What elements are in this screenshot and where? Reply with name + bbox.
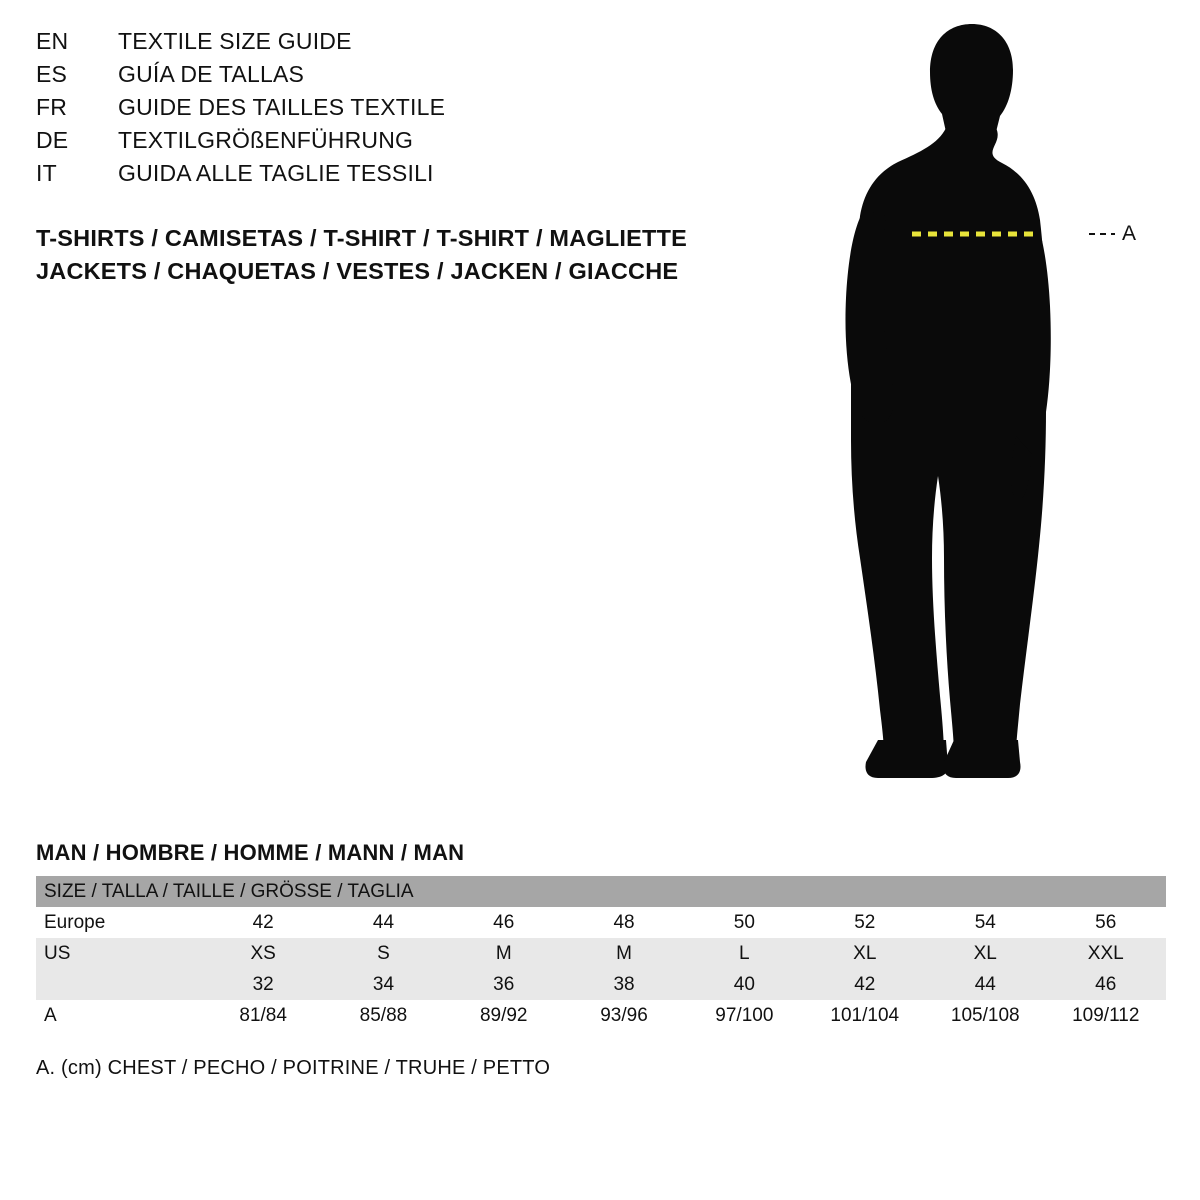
language-list (36, 28, 736, 193)
language-text: GUÍA DE TALLAS (118, 61, 305, 87)
row-label: Europe (36, 907, 203, 938)
table-cell: 101/104 (805, 1000, 925, 1031)
category-line-jackets: JACKETS / CHAQUETAS / VESTES / JACKEN / GIACCHE (36, 258, 679, 284)
table-cell: XXL (1046, 938, 1167, 969)
table-header-row (36, 876, 1166, 907)
table-cell: 89/92 (444, 1000, 564, 1031)
measure-label-a: A (1122, 222, 1137, 245)
language-code: EN (36, 28, 69, 54)
table-header-label: SIZE / TALLA / TAILLE / GRÖSSE / TAGLIA (36, 876, 1166, 907)
language-text: GUIDE DES TAILLES TEXTILE (118, 94, 446, 120)
row-label: US (36, 938, 203, 969)
table-cell: 48 (564, 907, 684, 938)
table-cell: 46 (444, 907, 564, 938)
language-row (36, 127, 736, 160)
table-cell: 42 (203, 907, 323, 938)
measure-leader-line (1089, 233, 1115, 235)
language-text: TEXTILE SIZE GUIDE (118, 28, 352, 54)
table-group-title: MAN / HOMBRE / HOMME / MANN / MAN (36, 840, 465, 865)
table-cell: 44 (323, 907, 443, 938)
table-cell: XS (203, 938, 323, 969)
table-cell: 81/84 (203, 1000, 323, 1031)
table-cell: 36 (444, 969, 564, 1000)
table-cell: 93/96 (564, 1000, 684, 1031)
table-cell: 105/108 (925, 1000, 1045, 1031)
language-row (36, 160, 736, 193)
language-code: DE (36, 127, 69, 153)
row-label (36, 969, 203, 1000)
category-headings (36, 222, 796, 288)
table-cell: 50 (684, 907, 804, 938)
language-row (36, 28, 736, 61)
table-cell: M (444, 938, 564, 969)
table-cell: 44 (925, 969, 1045, 1000)
row-label: A (36, 1000, 203, 1031)
body-silhouette-figure (820, 10, 1180, 800)
language-row (36, 94, 736, 127)
language-text: GUIDA ALLE TAGLIE TESSILI (118, 160, 434, 186)
table-row (36, 907, 1166, 938)
table-row (36, 1000, 1166, 1031)
table-cell: XL (805, 938, 925, 969)
language-row (36, 61, 736, 94)
table-cell: S (323, 938, 443, 969)
language-code: ES (36, 61, 68, 87)
table-cell: 54 (925, 907, 1045, 938)
table-cell: M (564, 938, 684, 969)
table-cell: 109/112 (1046, 1000, 1167, 1031)
table-cell: XL (925, 938, 1045, 969)
language-text: TEXTILGRÖßENFÜHRUNG (118, 127, 414, 153)
size-table (36, 876, 1166, 1031)
table-cell: L (684, 938, 804, 969)
language-code: IT (36, 160, 57, 186)
table-cell: 56 (1046, 907, 1167, 938)
size-table-section (36, 840, 1166, 1080)
table-cell: 85/88 (323, 1000, 443, 1031)
table-cell: 34 (323, 969, 443, 1000)
table-cell: 32 (203, 969, 323, 1000)
table-cell: 46 (1046, 969, 1167, 1000)
table-cell: 52 (805, 907, 925, 938)
table-row (36, 938, 1166, 969)
table-cell: 38 (564, 969, 684, 1000)
table-footnote: A. (cm) CHEST / PECHO / POITRINE / TRUHE / PETTO (36, 1057, 551, 1079)
table-cell: 97/100 (684, 1000, 804, 1031)
table-row (36, 969, 1166, 1000)
table-cell: 42 (805, 969, 925, 1000)
table-cell: 40 (684, 969, 804, 1000)
language-code: FR (36, 94, 68, 120)
category-line-tshirts: T-SHIRTS / CAMISETAS / T-SHIRT / T-SHIRT / MAGLIETTE (36, 225, 687, 251)
